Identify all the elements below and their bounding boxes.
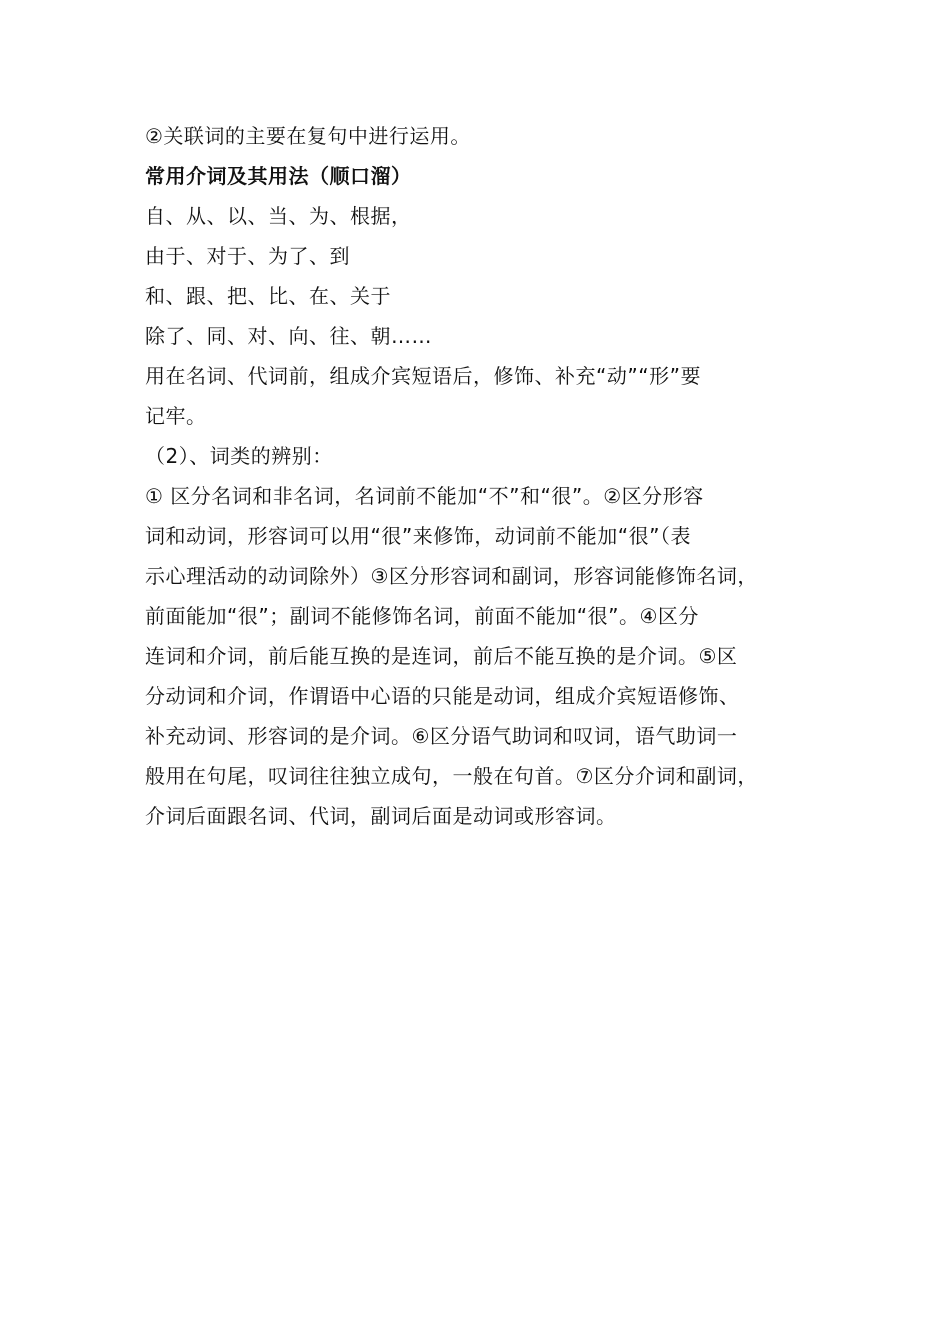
usage-line: 记牢。	[145, 404, 207, 428]
word-class-paragraph	[145, 476, 810, 836]
rhyme-line: 和、跟、把、比、在、关于	[145, 284, 391, 308]
rhyme-line: 由于、对于、为了、到	[145, 244, 350, 268]
section-heading: 常用介词及其用法（顺口溜）	[145, 164, 412, 188]
conjunction-note: ②关联词的主要在复句中进行运用。	[145, 124, 471, 148]
rhyme-line: 除了、同、对、向、往、朝……	[145, 324, 432, 348]
paragraph-line: 连词和介词，前后能互换的是连词，前后不能互换的是介词。⑤区	[145, 644, 738, 668]
paragraph-line: ① 区分名词和非名词，名词前不能加“不”和“很”。②区分形容	[145, 484, 704, 508]
paragraph-line: 般用在句尾，叹词往往独立成句，一般在句首。⑦区分介词和副词，	[145, 764, 758, 788]
document-body	[145, 116, 810, 836]
paragraph-line: 示心理活动的动词除外）③区分形容词和副词，形容词能修饰名词，	[145, 564, 758, 588]
paragraph-line: 介词后面跟名词、代词，副词后面是动词或形容词。	[145, 804, 617, 828]
subsection-title: （2）、词类的辨别：	[145, 444, 333, 468]
paragraph-line: 补充动词、形容词的是介词。⑥区分语气助词和叹词，语气助词一	[145, 724, 738, 748]
paragraph-line: 词和动词，形容词可以用“很”来修饰，动词前不能加“很”（表	[145, 524, 691, 548]
usage-line: 用在名词、代词前，组成介宾短语后，修饰、补充“动”“形”要	[145, 364, 701, 388]
rhyme-line: 自、从、以、当、为、根据，	[145, 204, 412, 228]
paragraph-line: 前面能加“很”；副词不能修饰名词，前面不能加“很”。④区分	[145, 604, 699, 628]
rhyme-list	[145, 196, 810, 356]
paragraph-line: 分动词和介词，作谓语中心语的只能是动词，组成介宾短语修饰、	[145, 684, 740, 708]
